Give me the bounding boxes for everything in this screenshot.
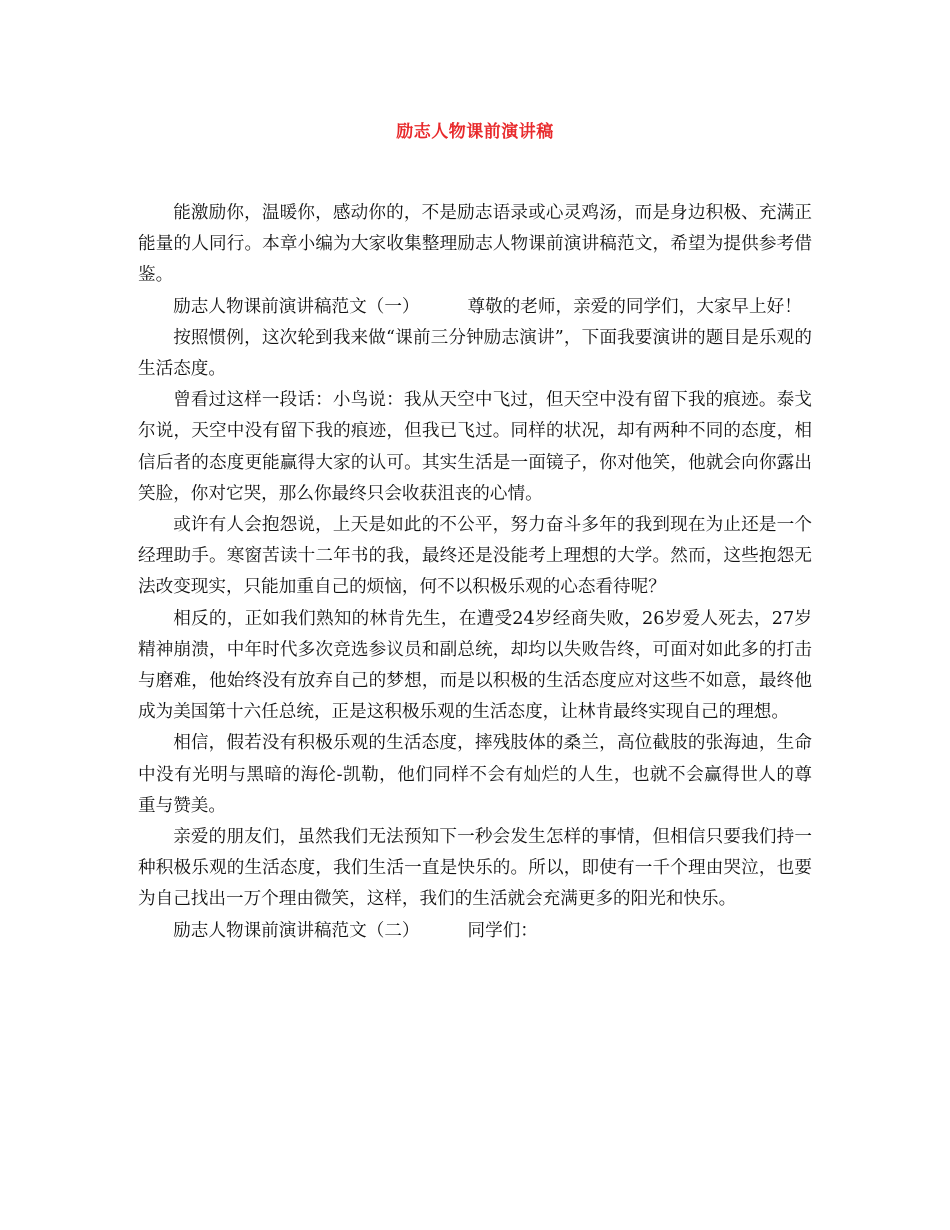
section-one-line (138, 292, 812, 323)
paragraph-4: 或许有人会抱怨说，上天是如此的不公平，努力奋斗多年的我到现在为止还是一个经理助手。寒窗苦读十二年书的我，最终还是没能考上理想的大学。然而，这些抱怨无法改变现实，只能加重自己的烦恼，何不以积极乐观的心态看待呢？ (138, 515, 812, 598)
document-body (138, 198, 812, 947)
section-one-greeting: 尊敬的老师，亲爱的同学们，大家早上好！ (467, 296, 802, 317)
paragraph-2: 按照惯例，这次轮到我来做“课前三分钟励志演讲”，下面我要演讲的题目是乐观的生活态度。 (138, 327, 812, 380)
paragraph-3: 曾看过这样一段话：小鸟说：我从天空中飞过，但天空中没有留下我的痕迹。泰戈尔说，天空中没有留下我的痕迹，但我已飞过。同样的状况，却有两种不同的态度，相信后者的态度更能赢得大家的认可。其实生活是一面镜子，你对他笑，他就会向你露出笑脸，你对它哭，那么你最终只会收获沮丧的心情。 (138, 390, 812, 504)
section-one-heading: 励志人物课前演讲稿范文（一） (173, 296, 420, 317)
paragraph-intro: 能激励你，温暖你，感动你的，不是励志语录或心灵鸡汤，而是身边积极、充满正能量的人同行。本章小编为大家收集整理励志人物课前演讲稿范文，希望为提供参考借鉴。 (138, 203, 812, 286)
paragraph-7: 亲爱的朋友们，虽然我们无法预知下一秒会发生怎样的事情，但相信只要我们持一种积极乐观的生活态度，我们生活一直是快乐的。所以，即使有一千个理由哭泣，也要为自己找出一万个理由微笑，这样，我们的生活就会充满更多的阳光和快乐。 (138, 827, 812, 910)
section-two-line (138, 916, 812, 947)
paragraph-5: 相反的，正如我们熟知的林肯先生，在遭受24岁经商失败，26岁爱人死去，27岁精神崩溃，中年时代多次竞选参议员和副总统，却均以失败告终，可面对如此多的打击与磨难，他始终没有放弃自己的梦想，而是以积极的生活态度应对这些不如意，最终他成为美国第十六任总统，正是这积极乐观的生活态度，让林肯最终实现自己的理想。 (138, 608, 812, 723)
paragraph-6: 相信，假若没有积极乐观的生活态度，摔残肢体的桑兰，高位截肢的张海迪，生命中没有光明与黑暗的海伦-凯勒，他们同样不会有灿烂的人生，也就不会赢得世人的尊重与赞美。 (138, 733, 812, 816)
section-two-greeting: 同学们： (467, 920, 538, 941)
section-two-heading: 励志人物课前演讲稿范文（二） (173, 920, 420, 941)
document-title: 励志人物课前演讲稿 (396, 122, 554, 142)
